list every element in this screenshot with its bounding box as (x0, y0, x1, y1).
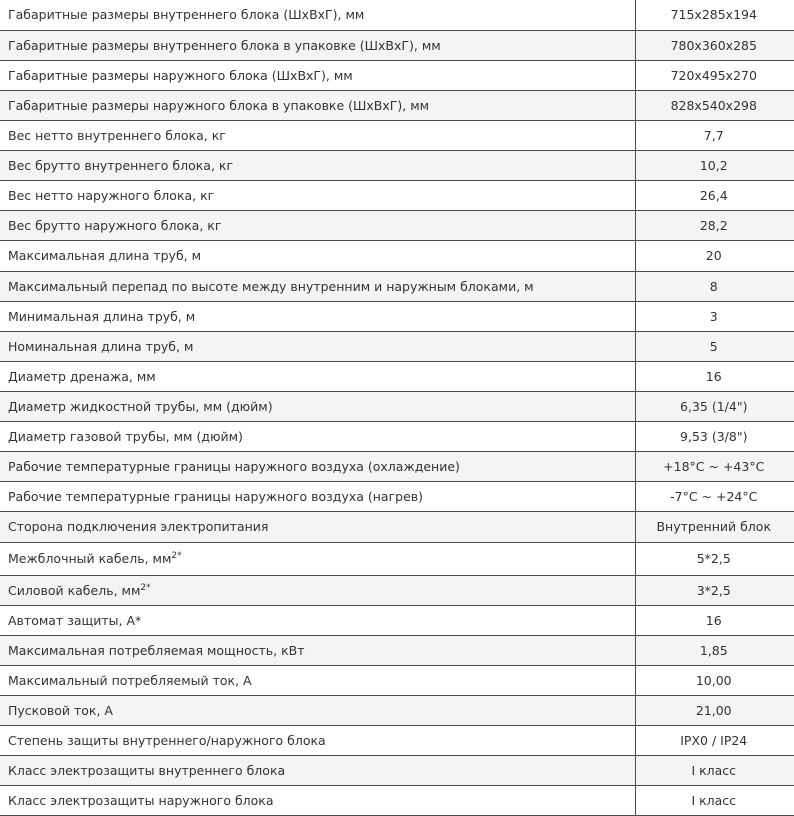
spec-value-cell (635, 301, 794, 331)
spec-row (0, 180, 794, 210)
spec-value-cell (635, 421, 794, 451)
spec-label-cell (0, 481, 635, 511)
spec-row (0, 511, 794, 542)
spec-label: Вес брутто наружного блока, кг (8, 217, 222, 233)
spec-label: Автомат защиты, А* (8, 612, 142, 628)
spec-row (0, 30, 794, 60)
spec-label: Класс электрозащиты наружного блока (8, 792, 274, 808)
spec-label: Минимальная длина труб, м (8, 308, 196, 324)
spec-value: 7,7 (703, 127, 724, 143)
spec-value: IPX0 / IP24 (680, 732, 748, 748)
spec-value-cell (635, 481, 794, 511)
spec-value: 21,00 (695, 702, 732, 718)
spec-value-cell (635, 391, 794, 421)
spec-row (0, 421, 794, 451)
spec-label: Габаритные размеры внутреннего блока (ШхВхГ), мм (8, 7, 365, 23)
spec-label: Диаметр жидкостной трубы, мм (дюйм) (8, 398, 273, 414)
spec-label-cell (0, 605, 635, 635)
spec-label-cell (0, 60, 635, 90)
spec-value-cell (635, 150, 794, 180)
spec-label-cell (0, 785, 635, 815)
spec-value: 8 (709, 278, 718, 294)
spec-value-cell (635, 180, 794, 210)
spec-label: Максимальная потребляемая мощность, кВт (8, 642, 305, 658)
spec-row (0, 605, 794, 635)
spec-label: Рабочие температурные границы наружного воздуха (охлаждение) (8, 458, 460, 474)
spec-label-cell (0, 301, 635, 331)
spec-label-cell (0, 90, 635, 120)
spec-label-cell (0, 391, 635, 421)
spec-value-cell (635, 725, 794, 755)
spec-label-cell (0, 150, 635, 180)
spec-label-cell (0, 511, 635, 542)
spec-value-cell (635, 695, 794, 725)
spec-value: 28,2 (699, 217, 728, 233)
spec-row (0, 60, 794, 90)
spec-label-cell (0, 0, 635, 30)
spec-row (0, 575, 794, 605)
spec-label: Вес нетто внутреннего блока, кг (8, 127, 226, 143)
spec-value: 10,2 (699, 157, 728, 173)
spec-label-cell (0, 451, 635, 481)
spec-value: 1,85 (699, 642, 728, 658)
spec-value-cell (635, 0, 794, 30)
spec-label: Номинальная длина труб, м (8, 338, 194, 354)
spec-value: 3*2,5 (696, 582, 731, 598)
spec-label: Максимальная длина труб, м (8, 248, 202, 263)
spec-label: Максимальный перепад по высоте между внутренним и наружным блоками, м (8, 278, 534, 294)
spec-value: -7°C ~ +24°C (670, 488, 758, 504)
spec-label-cell (0, 421, 635, 451)
spec-row (0, 331, 794, 361)
spec-label: Сторона подключения электропитания (8, 519, 269, 534)
spec-value: +18°C ~ +43°C (663, 458, 765, 474)
spec-value: 720x495x270 (670, 67, 757, 83)
spec-label: Диаметр дренажа, мм (8, 368, 156, 384)
spec-value: 26,4 (699, 187, 728, 203)
spec-value: 6,35 (1/4") (680, 398, 748, 414)
spec-value-cell (635, 30, 794, 60)
spec-value: 5*2,5 (696, 551, 731, 566)
spec-value-cell (635, 60, 794, 90)
spec-label: Силовой кабель, мм (8, 582, 141, 598)
spec-label: Габаритные размеры наружного блока в упаковке (ШхВхГ), мм (8, 97, 430, 113)
spec-value: 16 (705, 368, 722, 384)
spec-value-cell (635, 240, 794, 271)
spec-row (0, 210, 794, 240)
spec-label-cell (0, 271, 635, 301)
spec-value-cell (635, 361, 794, 391)
spec-label-cell (0, 361, 635, 391)
spec-label-cell (0, 210, 635, 240)
spec-label: Вес нетто наружного блока, кг (8, 187, 215, 203)
spec-value: 10,00 (695, 672, 732, 688)
spec-label-cell (0, 331, 635, 361)
spec-row (0, 391, 794, 421)
spec-value: 3 (709, 308, 718, 324)
spec-value: 715x285x194 (670, 7, 757, 23)
spec-value-cell (635, 605, 794, 635)
spec-value-cell (635, 575, 794, 605)
spec-value-cell (635, 755, 794, 785)
spec-row (0, 542, 794, 575)
spec-row (0, 90, 794, 120)
spec-row (0, 695, 794, 725)
spec-value-cell (635, 210, 794, 240)
spec-value-cell (635, 785, 794, 815)
spec-value-cell (635, 120, 794, 150)
spec-label: Габаритные размеры наружного блока (ШхВхГ), мм (8, 67, 353, 83)
spec-label-cell (0, 542, 635, 575)
spec-value-cell (635, 635, 794, 665)
spec-row (0, 755, 794, 785)
spec-value-cell (635, 665, 794, 695)
spec-label-cell (0, 240, 635, 271)
spec-label: Диаметр газовой трубы, мм (дюйм) (8, 428, 243, 444)
spec-row (0, 120, 794, 150)
spec-value: 828x540x298 (670, 97, 757, 113)
spec-row (0, 150, 794, 180)
spec-label-cell (0, 755, 635, 785)
spec-value-cell (635, 90, 794, 120)
spec-label: Межблочный кабель, мм (8, 551, 172, 566)
spec-label-superscript: 2* (140, 582, 151, 593)
spec-row (0, 665, 794, 695)
spec-label: Пусковой ток, А (8, 702, 113, 718)
spec-value-cell (635, 271, 794, 301)
spec-row (0, 451, 794, 481)
spec-row (0, 481, 794, 511)
spec-row (0, 635, 794, 665)
spec-value: 16 (705, 612, 722, 628)
spec-label-cell (0, 695, 635, 725)
spec-label-cell (0, 575, 635, 605)
spec-label-cell (0, 30, 635, 60)
spec-label-cell (0, 180, 635, 210)
spec-label: Максимальный потребляемый ток, А (8, 672, 252, 688)
spec-label: Класс электрозащиты внутреннего блока (8, 762, 286, 778)
spec-row (0, 301, 794, 331)
spec-value: 5 (709, 338, 718, 354)
spec-label-cell (0, 120, 635, 150)
spec-row (0, 0, 794, 30)
spec-row (0, 785, 794, 815)
spec-value: 20 (705, 248, 722, 263)
spec-value: 9,53 (3/8") (680, 428, 748, 444)
spec-row (0, 240, 794, 271)
spec-label: Степень защиты внутреннего/наружного блока (8, 732, 326, 748)
spec-label: Вес брутто внутреннего блока, кг (8, 157, 234, 173)
spec-row (0, 361, 794, 391)
spec-value: I класс (691, 792, 737, 808)
spec-label: Габаритные размеры внутреннего блока в упаковке (ШхВхГ), мм (8, 37, 441, 53)
spec-row (0, 271, 794, 301)
spec-label-cell (0, 665, 635, 695)
spec-value: 780x360x285 (670, 37, 757, 53)
spec-value-cell (635, 511, 794, 542)
spec-value: Внутренний блок (656, 519, 771, 534)
spec-label-cell (0, 725, 635, 755)
spec-label-superscript: 2* (171, 550, 182, 561)
spec-label: Рабочие температурные границы наружного воздуха (нагрев) (8, 488, 424, 504)
spec-label-cell (0, 635, 635, 665)
spec-value-cell (635, 331, 794, 361)
spec-value-cell (635, 542, 794, 575)
spec-row (0, 725, 794, 755)
spec-value: I класс (691, 762, 737, 778)
spec-value-cell (635, 451, 794, 481)
